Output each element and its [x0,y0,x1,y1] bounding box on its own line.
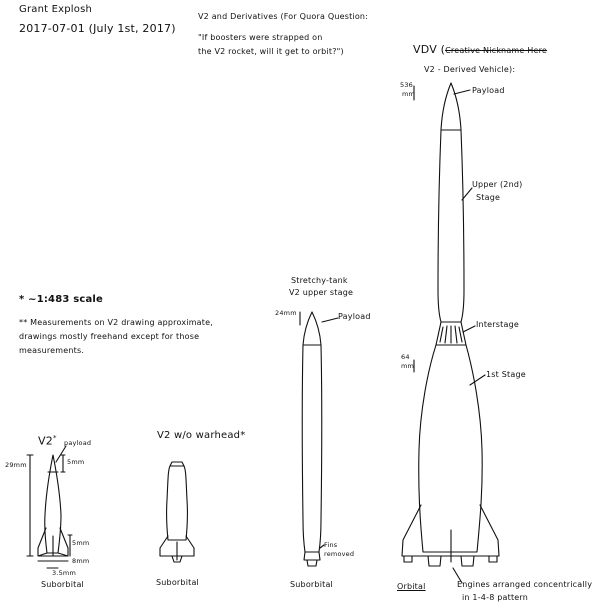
notes-line-1: ** Measurements on V2 drawing approximate, [19,318,213,327]
v2nw-left-fin [160,536,170,556]
vdv-interstage-label: Interstage [476,320,519,329]
question-line-3: the V2 rocket, will it get to orbit?") [198,47,344,56]
v2-height-dimension [27,455,33,556]
v2-title-text: V2 [38,434,53,448]
stretched-title-line-1: Stretchy-tank [291,276,348,285]
date-label: 2017-07-01 (July 1st, 2017) [19,22,176,35]
v2-height-label: 29mm [5,461,27,469]
vdv-interstage-leader [463,326,475,332]
stretched-height-label: 24mm [275,309,297,317]
vdv-first-stage-label: 1st Stage [486,370,526,379]
vdv-upper-line-1: Upper (2nd) [472,180,523,189]
vdv-first-stage [419,345,482,552]
stretched-payload-label: Payload [338,312,371,321]
vdv-engines-line-2: in 1-4-8 pattern [462,593,529,602]
vdv-upper-stage [438,130,464,322]
v2-caption: Suborbital [41,580,84,589]
stretched-body [302,345,322,552]
vdv-height-top: 536 [400,81,414,89]
author-name: Grant Explosh [19,4,93,15]
v2-fin-span-label: 8mm [72,557,90,565]
v2nw-title: V2 w/o warhead* [157,430,246,441]
vdv-engines-line-1: Engines arranged concentrically [457,580,593,589]
notes-line-2: drawings mostly freehand except for those [19,332,200,341]
v2nw-body [167,466,188,540]
v2-no-warhead-rocket [160,462,194,562]
vdv-nose [441,83,461,130]
stretched-aft [304,552,320,560]
stretched-nose [303,312,321,345]
vdv-height-top-unit: mm [402,90,416,98]
vdv-title [413,44,547,55]
vdv-height-mid: 64 [401,353,410,361]
v2-base-width-label: 3.5mm [52,569,77,577]
stretched-payload-leader [322,318,338,322]
scale-note: * ~1:483 scale [19,294,104,305]
question-line-1: V2 and Derivatives (For Quora Question: [198,12,369,21]
vdv-first-stage-leader [470,375,485,385]
v2-payload-label: payload [64,439,92,447]
v2-payload-dimension [61,455,65,472]
v2nw-top [170,462,184,466]
v2-fin-height-label: 5mm [72,539,90,547]
v2nw-caption: Suborbital [156,578,199,587]
vdv-height-mid-unit: mm [401,362,415,370]
v2-payload-leader [56,446,66,462]
v2-title-mark: * [52,434,57,442]
stretched-rocket [300,312,338,566]
stretched-fins-line-2: removed [324,550,355,558]
vdv-payload-leader [454,90,470,94]
question-line-2: "If boosters were strapped on [198,33,323,42]
vdv-caption: Orbital [397,582,426,591]
vdv-rocket [402,83,499,583]
v2-payload-length-label: 5mm [67,458,85,466]
v2-title [38,433,57,447]
stretched-title-line-2: V2 upper stage [289,288,354,297]
v2nw-right-fin [184,536,194,556]
vdv-upper-line-2: Stage [476,193,501,202]
notes-line-3: measurements. [19,346,85,355]
v2-dimensions [27,446,72,568]
stretched-fins-line-1: Fins [324,541,338,549]
stretched-caption: Suborbital [290,580,333,589]
stretched-nozzle [307,560,317,566]
vdv-payload-label: Payload [472,86,505,95]
vdv-title-prefix: VDV ( [413,43,446,56]
vdv-interstage-hatching [440,326,462,343]
vdv-subtitle: V2 - Derived Vehicle): [424,65,516,74]
vdv-title-struck: Creative Nickname Here [445,46,548,55]
